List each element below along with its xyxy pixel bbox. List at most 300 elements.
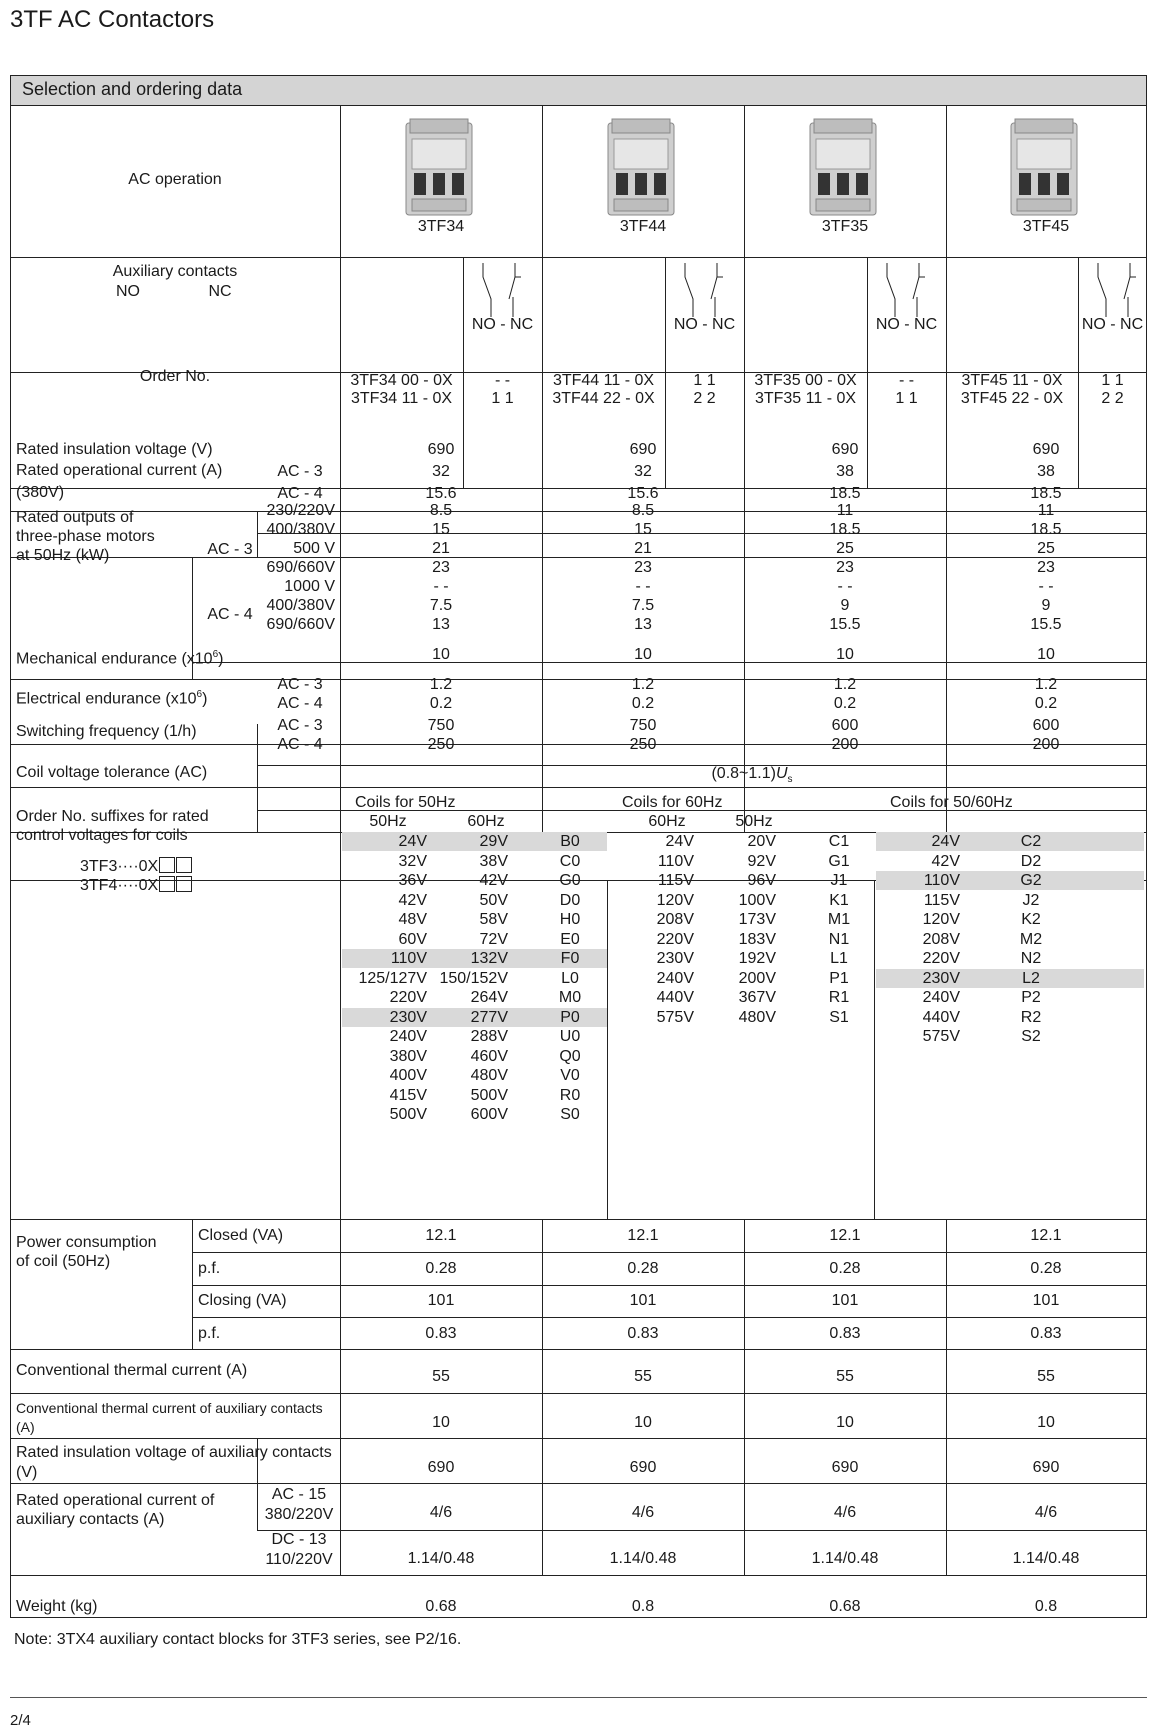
coil-voltage: 288V: [470, 1028, 508, 1045]
no-nc-count: 1 1: [693, 372, 716, 389]
coil-suffix: J2: [1022, 891, 1040, 909]
power-value: 0.28: [1030, 1260, 1062, 1277]
footnote: Note: 3TX4 auxiliary contact blocks for 3TF3 series, see P2/16.: [14, 1631, 462, 1648]
output-value: - -: [635, 578, 651, 595]
row-label: Electrical endurance $(x10^6)$: [16, 689, 208, 708]
voltage-label: 400/380V: [266, 597, 335, 614]
row-label: auxiliary contacts (A): [16, 1511, 165, 1528]
grid-line: [744, 105, 745, 832]
category-label: AC - 3: [277, 463, 323, 480]
coil-suffix: R2: [1020, 1008, 1042, 1026]
coil-suffix: L1: [830, 950, 848, 967]
output-value: 8.5: [429, 502, 453, 519]
grid-line: [340, 105, 341, 1575]
coil-voltage: 440V: [656, 989, 694, 1006]
current-value: 15.6: [425, 485, 457, 502]
category-label: DC - 13: [271, 1531, 327, 1548]
coil-voltage: 230V: [389, 1008, 427, 1026]
switching-value: 250: [427, 736, 455, 753]
grid-line: [192, 1285, 1147, 1286]
g5060-highlight: [876, 832, 1144, 851]
thermal-aux-value: 10: [836, 1414, 854, 1431]
no-nc-label: NO - NC: [1081, 316, 1144, 333]
product-model: 3TF45: [1022, 218, 1070, 235]
coil-suffix: B0: [560, 833, 580, 850]
grid-line: [946, 1219, 947, 1575]
coil-voltage: 200V: [738, 969, 776, 987]
coil-suffix: K2: [1021, 911, 1041, 928]
output-value: 7.5: [429, 597, 453, 614]
coil-voltage: 92V: [747, 852, 776, 870]
grid-line: [10, 679, 1147, 680]
thermal-value: 55: [1037, 1368, 1055, 1385]
coil-voltage: 367V: [738, 989, 776, 1006]
coil-voltage: 480V: [470, 1067, 508, 1084]
row-label: Order No. suffixes for rated: [16, 808, 209, 825]
output-value: 8.5: [631, 502, 655, 519]
output-value: - -: [837, 578, 853, 595]
coil-suffix: C2: [1020, 833, 1042, 850]
order-no-label: Order No.: [139, 368, 211, 385]
grid-line: [10, 488, 1147, 489]
coil-suffix: P2: [1021, 989, 1041, 1006]
coil-voltage: 480V: [738, 1008, 776, 1026]
coil-suffix: G0: [559, 872, 581, 889]
contactor-photo: [800, 113, 888, 223]
power-value: 12.1: [425, 1227, 457, 1244]
row-label: three-phase motors: [16, 528, 155, 545]
page-number: 2/4: [10, 1712, 31, 1729]
thermal-aux-value: 10: [432, 1414, 450, 1431]
grid-line: [542, 105, 543, 832]
grid-line: [192, 1219, 193, 1349]
footer-divider: [10, 1697, 1147, 1698]
power-sub-label: Closed (VA): [198, 1227, 284, 1244]
power-value: 101: [427, 1292, 455, 1309]
weight-value: 0.68: [829, 1598, 861, 1615]
coil-voltage: 277V: [470, 1008, 508, 1026]
coil-group-title: Coils for 50Hz: [355, 794, 456, 811]
power-sub-label: Closing (VA): [198, 1292, 287, 1309]
coil-voltage: 220V: [389, 989, 427, 1006]
mech-value: 10: [1037, 646, 1055, 663]
coil-suffix: K1: [829, 891, 849, 909]
coil-freq-header: 60Hz: [467, 813, 505, 830]
suffix-code: 3TF4····0X: [80, 876, 192, 895]
weight-value: 0.8: [1034, 1598, 1058, 1615]
elec-value: 0.2: [1034, 695, 1058, 712]
coil-suffix: L2: [1022, 969, 1040, 987]
coil-voltage: 24V: [931, 833, 960, 850]
coil-voltage: 183V: [738, 930, 776, 948]
output-value: 9: [1041, 597, 1051, 614]
power-value: 12.1: [829, 1227, 861, 1244]
output-value: 7.5: [631, 597, 655, 614]
power-value: 0.83: [829, 1325, 861, 1342]
rated-ins-value: 690: [427, 441, 455, 458]
coil-group-title: Coils for 50/60Hz: [890, 794, 1013, 811]
output-value: 21: [634, 540, 652, 557]
output-value: 13: [634, 616, 652, 633]
row-label: of coil (50Hz): [16, 1253, 111, 1270]
grid-line: [1078, 257, 1079, 488]
coil-voltage: 29V: [479, 833, 508, 850]
contactor-photo: [396, 113, 484, 223]
thermal-value: 55: [634, 1368, 652, 1385]
power-value: 101: [1032, 1292, 1060, 1309]
power-value: 0.28: [425, 1260, 457, 1277]
coil-suffix: S2: [1021, 1028, 1041, 1045]
row-label: Rated insulation voltage (V): [16, 441, 213, 458]
mech-value: 10: [432, 646, 450, 663]
product-model: 3TF35: [821, 218, 869, 235]
coil-voltage: 120V: [922, 911, 960, 928]
order-no: 3TF44 11 - 0X: [552, 372, 655, 389]
grid-line: [192, 1317, 1147, 1318]
elec-value: 0.2: [429, 695, 453, 712]
coil-voltage: 36V: [398, 872, 427, 889]
grid-line: [257, 765, 1147, 766]
row-label: Rated operational current of: [16, 1492, 215, 1509]
grid-line: [10, 511, 1147, 512]
grid-line: [257, 533, 1147, 534]
no-nc-count: 1 1: [491, 390, 514, 407]
rated-ins-value: 690: [831, 441, 859, 458]
row-label: Rated outputs of: [16, 509, 134, 526]
output-value: 9: [840, 597, 850, 614]
grid-line: [463, 257, 464, 488]
coil-voltage: 264V: [470, 989, 508, 1006]
row-label: at 50Hz (kW): [16, 547, 110, 564]
coil-suffix: N1: [828, 930, 850, 948]
grid-line: [10, 1393, 1147, 1394]
coil-suffix: M0: [558, 989, 582, 1006]
coil-suffix: F0: [560, 950, 580, 967]
category-label: 110/220V: [265, 1551, 333, 1568]
coil-suffix: V0: [560, 1067, 580, 1084]
coil-voltage: 72V: [479, 930, 508, 948]
no-nc-count: 1 1: [895, 390, 918, 407]
category-label: AC - 3: [277, 717, 323, 734]
output-value: 21: [432, 540, 450, 557]
coil-suffix: J1: [830, 872, 848, 889]
category-label: AC - 4: [277, 736, 323, 753]
coil-voltage: 50V: [479, 891, 508, 909]
coil-voltage: 58V: [479, 911, 508, 928]
coil-voltage: 125/127V: [358, 969, 427, 987]
thermal-value: 55: [836, 1368, 854, 1385]
elec-value: 1.2: [1034, 676, 1058, 693]
contactor-photo: [1001, 113, 1089, 223]
current-value: 15.6: [627, 485, 659, 502]
coil-voltage: 110V: [923, 872, 960, 889]
switching-value: 200: [1032, 736, 1060, 753]
row-label: Rated insulation voltage of auxiliary contacts: [16, 1444, 332, 1461]
elec-value: 1.2: [429, 676, 453, 693]
order-no: 3TF34 11 - 0X: [350, 390, 453, 407]
coil-suffix: G2: [1020, 872, 1042, 889]
coil-voltage: 60V: [398, 930, 427, 948]
g5060-highlight: [876, 969, 1144, 988]
weight-value: 0.8: [631, 1598, 655, 1615]
thermal-aux-value: 10: [634, 1414, 652, 1431]
coil-suffix: C0: [559, 852, 581, 870]
row-label: Conventional thermal current (A): [16, 1362, 248, 1379]
ac-operation-label: AC operation: [128, 171, 222, 188]
category-label: AC - 3: [277, 676, 323, 693]
grid-line: [542, 1219, 543, 1575]
row-label: Switching frequency (1/h): [16, 723, 197, 740]
coil-freq-header: 60Hz: [648, 813, 686, 830]
coil-suffix: N2: [1020, 950, 1042, 967]
order-no: 3TF34 00 - 0X: [350, 372, 453, 389]
suffix-code: 3TF3····0X: [80, 857, 192, 876]
voltage-label: 500 V: [293, 540, 335, 557]
power-value: 0.83: [627, 1325, 659, 1342]
mech-value: 10: [836, 646, 854, 663]
coil-voltage: 240V: [922, 989, 960, 1006]
power-value: 0.28: [627, 1260, 659, 1277]
coil-suffix: E0: [560, 930, 580, 948]
coil-suffix: M1: [827, 911, 851, 928]
no-nc-count: 2 2: [1101, 390, 1124, 407]
coil-voltage: 230V: [656, 950, 694, 967]
output-value: 15.5: [1030, 616, 1062, 633]
grid-line: [257, 511, 258, 557]
coil-voltage: 380V: [389, 1047, 427, 1065]
category-label: 380/220V: [264, 1506, 334, 1523]
voltage-label: 230/220V: [266, 502, 335, 519]
voltage-label: 400/380V: [266, 521, 335, 538]
coil-voltage: 115V: [657, 872, 694, 889]
coil-voltage: 42V: [479, 872, 508, 889]
output-value: - -: [1038, 578, 1054, 595]
ins-aux-value: 690: [1032, 1459, 1060, 1476]
coil-voltage: 42V: [398, 891, 427, 909]
coil-voltage: 32V: [398, 852, 427, 870]
output-value: 13: [432, 616, 450, 633]
coil-voltage: 38V: [479, 852, 508, 870]
row-label: Weight (kg): [16, 1598, 98, 1615]
current-value: 38: [836, 463, 854, 480]
weight-value: 0.68: [425, 1598, 457, 1615]
order-no: 3TF44 22 - 0X: [552, 390, 655, 407]
op-aux-value: 1.14/0.48: [1012, 1550, 1080, 1567]
current-value: 18.5: [829, 485, 861, 502]
switching-value: 750: [629, 717, 657, 734]
category-label: AC - 15: [271, 1486, 327, 1503]
power-sub-label: p.f.: [198, 1260, 221, 1277]
voltage-label: 690/660V: [266, 559, 335, 576]
row-label: Rated operational current (A): [16, 462, 223, 479]
grid-line: [10, 1219, 1147, 1220]
grid-line: [10, 787, 1147, 788]
current-value: 32: [634, 463, 652, 480]
coil-suffix: H0: [559, 911, 581, 928]
grid-line: [257, 1483, 258, 1528]
coil-suffix: M2: [1019, 930, 1043, 948]
switching-value: 750: [427, 717, 455, 734]
coil-voltage: 192V: [738, 950, 776, 967]
category-label: AC - 4: [277, 695, 323, 712]
category-label: AC - 3: [207, 541, 253, 558]
ins-aux-value: 690: [427, 1459, 455, 1476]
coil-voltage: 575V: [656, 1008, 694, 1026]
coil-voltage: 500V: [389, 1106, 427, 1123]
op-aux-value: 1.14/0.48: [609, 1550, 677, 1567]
op-aux-value: 4/6: [1034, 1504, 1058, 1521]
no-nc-count: - -: [898, 372, 915, 389]
grid-line: [257, 724, 258, 787]
grid-line: [10, 557, 1147, 558]
coil-voltage: 96V: [747, 872, 776, 889]
product-model: 3TF34: [417, 218, 465, 235]
output-value: 23: [432, 559, 450, 576]
power-value: 0.28: [829, 1260, 861, 1277]
power-value: 0.83: [425, 1325, 457, 1342]
output-value: 23: [836, 559, 854, 576]
grid-line: [257, 1530, 1147, 1531]
coil-voltage: 240V: [389, 1028, 427, 1045]
coil-suffix: L0: [561, 969, 579, 987]
row-label: Conventional thermal current of auxiliary contacts: [16, 1400, 323, 1416]
no-nc-label: NO - NC: [673, 316, 736, 333]
mech-value: 10: [634, 646, 652, 663]
switching-value: 600: [831, 717, 859, 734]
power-value: 101: [831, 1292, 859, 1309]
coil-group-title: Coils for 60Hz: [622, 794, 723, 811]
output-value: 23: [634, 559, 652, 576]
thermal-value: 55: [432, 1368, 450, 1385]
grid-line: [10, 1575, 1147, 1576]
grid-line: [607, 880, 608, 1219]
category-label: AC - 4: [277, 485, 323, 502]
coil-freq-header: 50Hz: [735, 813, 773, 830]
output-value: 15.5: [829, 616, 861, 633]
switching-value: 200: [831, 736, 859, 753]
coil-suffix: P0: [560, 1008, 580, 1026]
voltage-label: 1000 V: [284, 578, 335, 595]
aux-no-label: NO: [116, 283, 140, 300]
coil-voltage: 208V: [922, 930, 960, 948]
coil-suffix: S0: [560, 1106, 580, 1123]
coil-voltage: 48V: [398, 911, 427, 928]
coil-voltage: 42V: [931, 852, 960, 870]
coil-voltage: 24V: [665, 833, 694, 850]
ins-aux-value: 690: [629, 1459, 657, 1476]
grid-line: [867, 257, 868, 488]
no-nc-count: - -: [494, 372, 511, 389]
elec-value: 0.2: [631, 695, 655, 712]
current-value: 32: [432, 463, 450, 480]
op-aux-value: 1.14/0.48: [407, 1550, 475, 1567]
aux-nc-label: NC: [208, 283, 232, 300]
grid-line: [874, 880, 875, 1219]
coil-voltage: 110V: [657, 852, 694, 870]
row-label: Mechanical endurance $(x10^6)$: [16, 649, 224, 668]
coil-suffix: C1: [828, 833, 850, 850]
g5060-highlight: [876, 871, 1144, 890]
grid-line: [10, 1483, 1147, 1484]
output-value: - -: [433, 578, 449, 595]
elec-value: 1.2: [833, 676, 857, 693]
grid-line: [10, 1349, 1147, 1350]
current-value: 18.5: [1030, 485, 1062, 502]
voltage-label: 690/660V: [266, 616, 335, 633]
thermal-aux-value: 10: [1037, 1414, 1055, 1431]
coil-voltage: 230V: [922, 969, 960, 987]
grid-line: [10, 257, 1147, 258]
coil-suffix: S1: [829, 1008, 849, 1026]
rated-ins-value: 690: [1032, 441, 1060, 458]
output-value: 15: [634, 521, 652, 538]
order-no: 3TF45 11 - 0X: [961, 372, 1063, 389]
op-aux-value: 4/6: [429, 1504, 453, 1521]
coil-suffix: G1: [828, 852, 850, 870]
category-label: AC - 4: [207, 606, 253, 623]
output-value: 11: [836, 502, 854, 519]
section-header-text: Selection and ordering data: [22, 79, 243, 99]
coil-voltage: 173V: [738, 911, 776, 928]
coil-voltage: 400V: [389, 1067, 427, 1084]
coil-voltage: 220V: [656, 930, 694, 948]
order-no: 3TF45 22 - 0X: [960, 390, 1064, 407]
grid-line: [665, 257, 666, 488]
coil-voltage: 115V: [923, 891, 960, 909]
selection-table: [10, 75, 1147, 1618]
coil-suffix: R0: [559, 1086, 581, 1104]
page-title: 3TF AC Contactors: [10, 6, 215, 33]
product-model: 3TF44: [619, 218, 667, 235]
op-aux-value: 1.14/0.48: [811, 1550, 879, 1567]
rated-ins-value: 690: [629, 441, 657, 458]
row-label: Coil voltage tolerance (AC): [16, 764, 208, 781]
row-label: (380V): [16, 484, 65, 501]
row-label: Power consumption: [16, 1234, 157, 1251]
output-value: 25: [836, 540, 854, 557]
grid-line: [10, 1438, 1147, 1439]
switching-value: 250: [629, 736, 657, 753]
coil-suffix: D2: [1020, 852, 1042, 870]
coil-voltage: 100V: [738, 891, 776, 909]
grid-line: [192, 662, 1147, 663]
row-label: control voltages for coils: [16, 827, 188, 844]
coil-voltage: 120V: [656, 891, 694, 909]
coil-tolerance-value: $(0.8\sim 1.1)U_s$: [711, 765, 793, 786]
output-value: 15: [432, 521, 450, 538]
switching-value: 600: [1032, 717, 1060, 734]
output-value: 25: [1037, 540, 1055, 557]
order-no: 3TF35 11 - 0X: [754, 390, 857, 407]
coil-voltage: 132V: [470, 950, 508, 967]
coil-voltage: 20V: [747, 833, 776, 850]
row-label: (V): [16, 1464, 38, 1481]
output-value: 18.5: [1030, 521, 1062, 538]
no-nc-count: 2 2: [693, 390, 716, 407]
elec-value: 1.2: [631, 676, 655, 693]
coil-voltage: 575V: [922, 1028, 960, 1045]
output-value: 23: [1037, 559, 1055, 576]
current-value: 38: [1037, 463, 1055, 480]
grid-line: [192, 1252, 1147, 1253]
coil-suffix: Q0: [559, 1047, 581, 1065]
coil-voltage: 500V: [470, 1086, 508, 1104]
coil-suffix: U0: [559, 1028, 581, 1045]
coil-suffix: P1: [829, 969, 849, 987]
coil-voltage: 240V: [656, 969, 694, 987]
no-nc-label: NO - NC: [471, 316, 534, 333]
coil-voltage: 110V: [390, 950, 427, 967]
